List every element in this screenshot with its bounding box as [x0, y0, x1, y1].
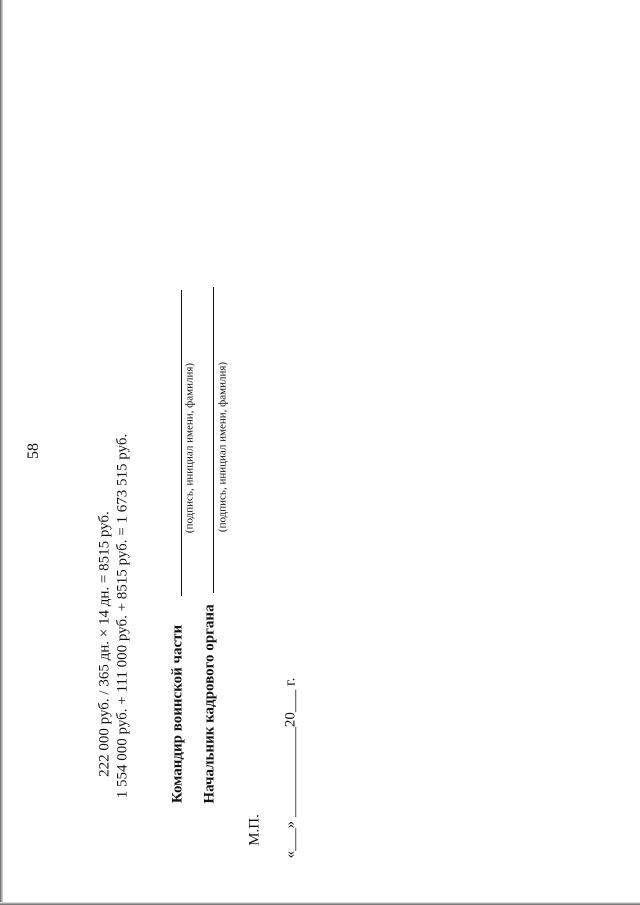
calculation-line-2: 1 554 000 руб. + 111 000 руб. + 8515 руб. = 1 673 515 руб. — [114, 433, 131, 799]
commander-signature-hint: (подпись, инициал имени, фамилия) — [183, 362, 196, 534]
commander-label: Командир воинской части — [169, 624, 186, 804]
scan-edge-left — [0, 0, 3, 905]
hr-head-signature-hint: (подпись, инициал имени, фамилия) — [216, 361, 229, 533]
date-field: «___» ____________20___ г. — [282, 677, 299, 859]
hr-head-signature-line — [213, 287, 214, 593]
calculation-line-1: 222 000 руб. / 365 дн. × 14 дн. = 8515 руб. — [96, 511, 113, 777]
commander-signature-line — [181, 290, 182, 596]
page-number: 58 — [25, 443, 42, 459]
stamp-place-label: М.П. — [246, 814, 263, 846]
hr-head-label: Начальник кадрового органа — [201, 604, 218, 804]
